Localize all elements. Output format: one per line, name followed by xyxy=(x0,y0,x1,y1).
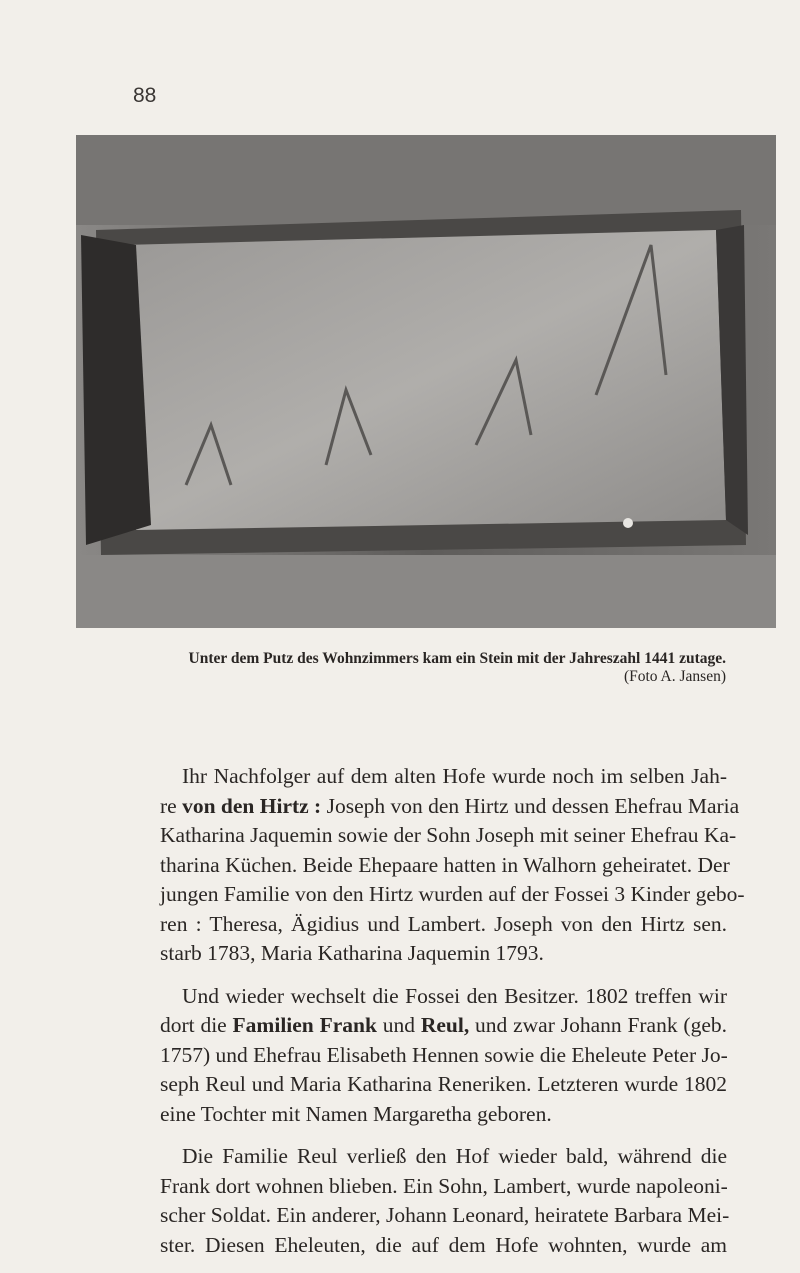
text-line xyxy=(160,1070,727,1100)
paragraph xyxy=(160,762,745,969)
paragraph xyxy=(160,982,727,1130)
text-segment: seph Reul und Maria Katharina Reneriken. Letzteren wurde 1802 xyxy=(160,1072,727,1096)
text-segment: Und wieder wechselt die Fossei den Besitzer. 1802 treffen wir xyxy=(182,983,727,1008)
text-segment: jungen Familie von den Hirtz wurden auf der Fossei 3 Kinder gebo- xyxy=(160,882,745,906)
text-line xyxy=(160,851,730,881)
text-segment: re xyxy=(160,793,183,818)
text-line xyxy=(160,1041,727,1071)
page-number: 88 xyxy=(133,84,157,107)
text-segment: und zwar Johann Frank (geb. xyxy=(469,1013,728,1037)
caption-text: Unter dem Putz des Wohnzimmers kam ein Stein mit der Jahreszahl 1441 zutage. xyxy=(188,650,726,667)
text-segment: Die Familie Reul verließ den Hof wieder bald, während die xyxy=(182,1144,727,1168)
bold-name: von den Hirtz : xyxy=(182,793,322,818)
text-segment: Joseph von den Hirtz und dessen Ehefrau Maria xyxy=(321,793,740,818)
text-segment: tharina Küchen. Beide Ehepaare hatten in Walhorn geheiratet. Der xyxy=(160,852,730,877)
text-line xyxy=(160,821,737,851)
body-text xyxy=(160,762,745,1273)
figure-caption xyxy=(126,650,726,686)
paragraph xyxy=(160,1142,730,1260)
text-line xyxy=(160,1201,730,1231)
text-segment: starb 1783, Maria Katharina Jaquemin 1793. xyxy=(160,941,544,965)
text-line xyxy=(160,1011,727,1041)
text-segment: Ihr Nachfolger auf dem alten Hofe wurde noch im selben Jah- xyxy=(182,764,727,788)
text-segment: 1757) und Ehefrau Elisabeth Hennen sowie die Eheleute Peter Jo- xyxy=(160,1042,728,1067)
text-segment: scher Soldat. Ein anderer, Johann Leonard, heiratete Barbara Mei- xyxy=(160,1203,730,1227)
bold-name: Familien Frank xyxy=(232,1013,377,1037)
text-line xyxy=(160,792,740,822)
text-line xyxy=(160,910,727,940)
text-segment: ren : Theresa, Ägidius und Lambert. Joseph von den Hirtz sen. xyxy=(160,911,727,936)
photo-stone-1441 xyxy=(76,135,776,628)
text-line xyxy=(160,762,727,792)
text-line xyxy=(160,1172,727,1202)
text-segment: Katharina Jaquemin sowie der Sohn Joseph mit seiner Ehefrau Ka- xyxy=(160,823,737,847)
text-line xyxy=(160,880,745,910)
bold-name: Reul, xyxy=(420,1013,470,1037)
photo-credit: (Foto A. Jansen) xyxy=(623,668,726,685)
text-line xyxy=(160,939,727,969)
text-segment: und xyxy=(376,1013,421,1037)
text-segment: eine Tochter mit Namen Margaretha geboren. xyxy=(160,1101,552,1126)
text-line xyxy=(160,1142,727,1172)
text-segment: dort die xyxy=(160,1013,233,1037)
text-line xyxy=(160,982,727,1012)
text-segment: ster. Diesen Eheleuten, die auf dem Hofe wohnten, wurde am xyxy=(160,1232,727,1257)
text-segment: Frank dort wohnen blieben. Ein Sohn, Lambert, wurde napoleoni- xyxy=(160,1173,728,1198)
text-line xyxy=(160,1231,727,1261)
text-line xyxy=(160,1100,727,1130)
